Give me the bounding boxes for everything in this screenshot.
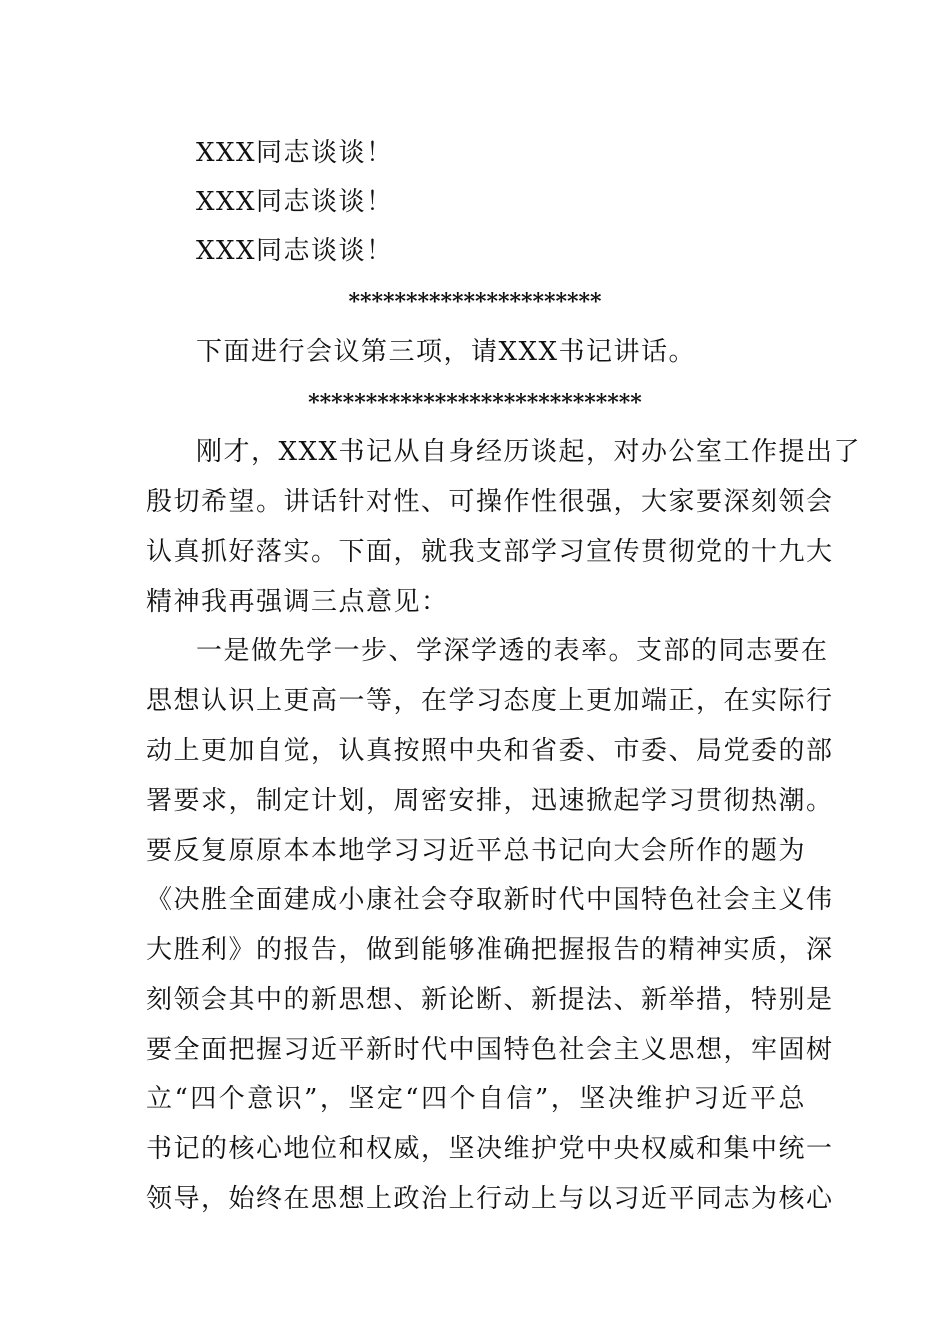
paragraph-1-line-1: 刚才，XXX书记从自身经历谈起，对办公室工作提出了 xyxy=(196,437,862,467)
paragraph-2-line-3: 动上更加自觉，认真按照中央和省委、市委、局党委的部 xyxy=(146,736,834,766)
paragraph-1-line-4: 精神我再强调三点意见： xyxy=(146,587,449,617)
paragraph-2-line-12: 领导，始终在思想上政治上行动上与以习近平同志为核心 xyxy=(146,1184,834,1214)
paragraph-2-line-9: 要全面把握习近平新时代中国特色社会主义思想，牢固树 xyxy=(146,1035,834,1065)
paragraph-2-line-1: 一是做先学一步、学深学透的表率。支部的同志要在 xyxy=(196,636,829,666)
greeting-line-3: XXX同志谈谈！ xyxy=(196,236,394,266)
paragraph-2-line-11: 书记的核心地位和权威，坚决维护党中央权威和集中统一 xyxy=(146,1134,834,1164)
paragraph-2-line-4: 署要求，制定计划，周密安排，迅速掀起学习贯彻热潮。 xyxy=(146,786,834,816)
paragraph-1-line-3: 认真抓好落实。下面，就我支部学习宣传贯彻党的十九大 xyxy=(146,537,834,567)
greeting-line-2: XXX同志谈谈！ xyxy=(196,187,394,217)
paragraph-2-line-7: 大胜利》的报告，做到能够准确把握报告的精神实质，深 xyxy=(146,935,834,965)
paragraph-2-line-6: 《决胜全面建成小康社会夺取新时代中国特色社会主义伟 xyxy=(146,885,834,915)
paragraph-2-line-2: 思想认识上更高一等，在学习态度上更加端正，在实际行 xyxy=(146,686,834,716)
greeting-line-1: XXX同志谈谈！ xyxy=(196,138,394,168)
separator-stars-2: ***************************** xyxy=(308,390,642,416)
paragraph-2-line-10: 立“四个意识”，坚定“四个自信”，坚决维护习近平总 xyxy=(146,1084,806,1114)
separator-stars-1: ********************** xyxy=(348,289,602,315)
paragraph-1-line-2: 殷切希望。讲话针对性、可操作性很强，大家要深刻领会 xyxy=(146,487,834,517)
paragraph-2-line-5: 要反复原原本本地学习习近平总书记向大会所作的题为 xyxy=(146,836,807,866)
paragraph-2-line-8: 刻领会其中的新思想、新论断、新提法、新举措，特别是 xyxy=(146,985,834,1015)
agenda-item: 下面进行会议第三项，请XXX书记讲话。 xyxy=(196,337,697,367)
